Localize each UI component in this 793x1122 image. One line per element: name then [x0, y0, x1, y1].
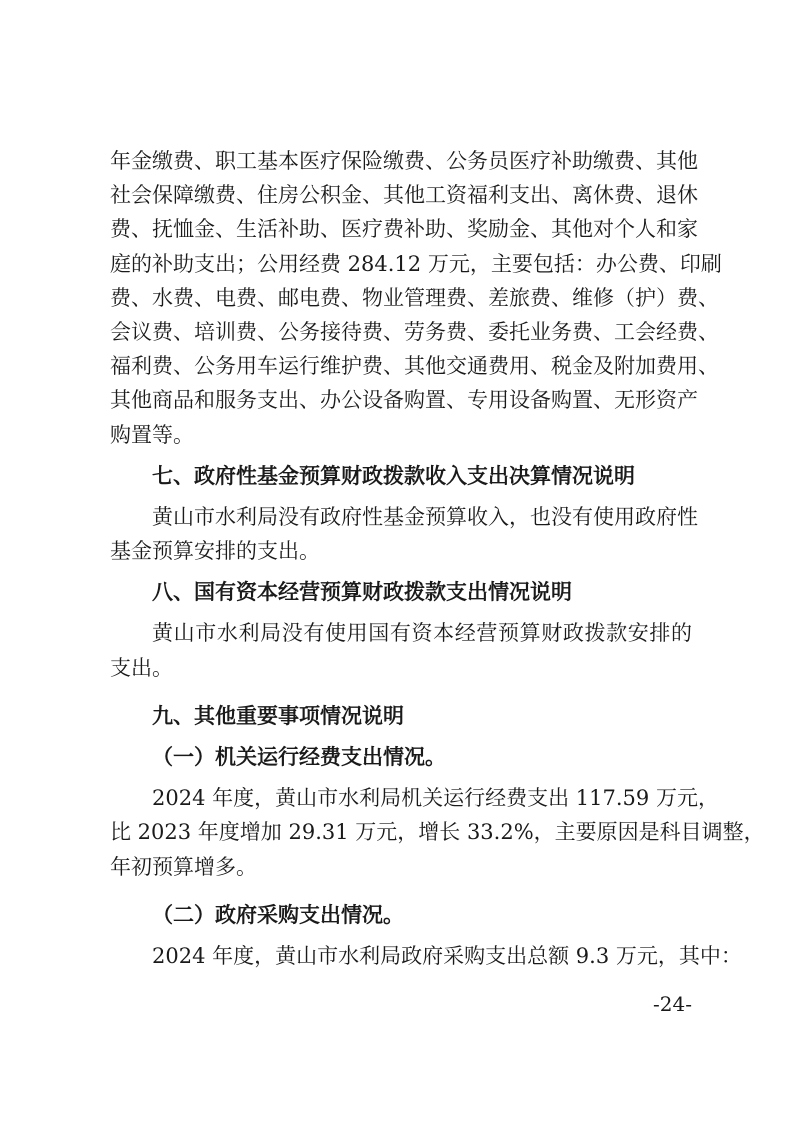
body-line: 会议费、培训费、公务接待费、劳务费、委托业务费、工会经费、 [110, 319, 719, 344]
body-line: 费、抚恤金、生活补助、医疗费补助、奖励金、其他对个人和家 [110, 217, 698, 242]
body-line: 比 2023 年度增加 29.31 万元，增长 33.2%，主要原因是科目调整， [110, 820, 765, 845]
page-number: -24- [653, 992, 692, 1016]
body-line: 黄山市水利局没有使用国有资本经营预算财政拨款安排的 [152, 621, 692, 646]
body-line: 其他商品和服务支出、办公设备购置、专用设备购置、无形资产 [110, 388, 698, 413]
body-line: 年初预算增多。 [110, 854, 257, 879]
body-line: 2024 年度，黄山市水利局机关运行经费支出 117.59 万元， [152, 786, 719, 811]
document-page [110, 144, 765, 973]
section-heading-state-capital: 八、国有资本经营预算财政拨款支出情况说明 [152, 580, 572, 605]
body-line: 费、水费、电费、邮电费、物业管理费、差旅费、维修（护）费、 [110, 285, 719, 310]
body-line: 庭的补助支出；公用经费 284.12 万元，主要包括：办公费、印刷 [110, 251, 722, 276]
body-line: 2024 年度，黄山市水利局政府采购支出总额 9.3 万元，其中： [152, 943, 742, 968]
body-line: 福利费、公务用车运行维护费、其他交通费用、税金及附加费用、 [110, 354, 719, 379]
subsection-heading-operating-expenses: （一）机关运行经费支出情况。 [152, 744, 446, 769]
section-heading-other-matters: 九、其他重要事项情况说明 [152, 703, 404, 728]
body-line: 年金缴费、职工基本医疗保险缴费、公务员医疗补助缴费、其他 [110, 149, 698, 173]
section-heading-government-fund: 七、政府性基金预算财政拨款收入支出决算情况说明 [152, 463, 635, 488]
paragraph-personnel-and-public-expenses [110, 144, 722, 452]
body-line: 社会保障缴费、住房公积金、其他工资福利支出、离休费、退休 [110, 183, 698, 208]
body-line: 购置等。 [110, 422, 194, 447]
body-line: 黄山市水利局没有政府性基金预算收入，也没有使用政府性 [152, 504, 698, 529]
subsection-heading-procurement: （二）政府采购支出情况。 [152, 901, 404, 927]
body-line: 基金预算安排的支出。 [110, 539, 320, 564]
body-line: 支出。 [110, 655, 173, 680]
